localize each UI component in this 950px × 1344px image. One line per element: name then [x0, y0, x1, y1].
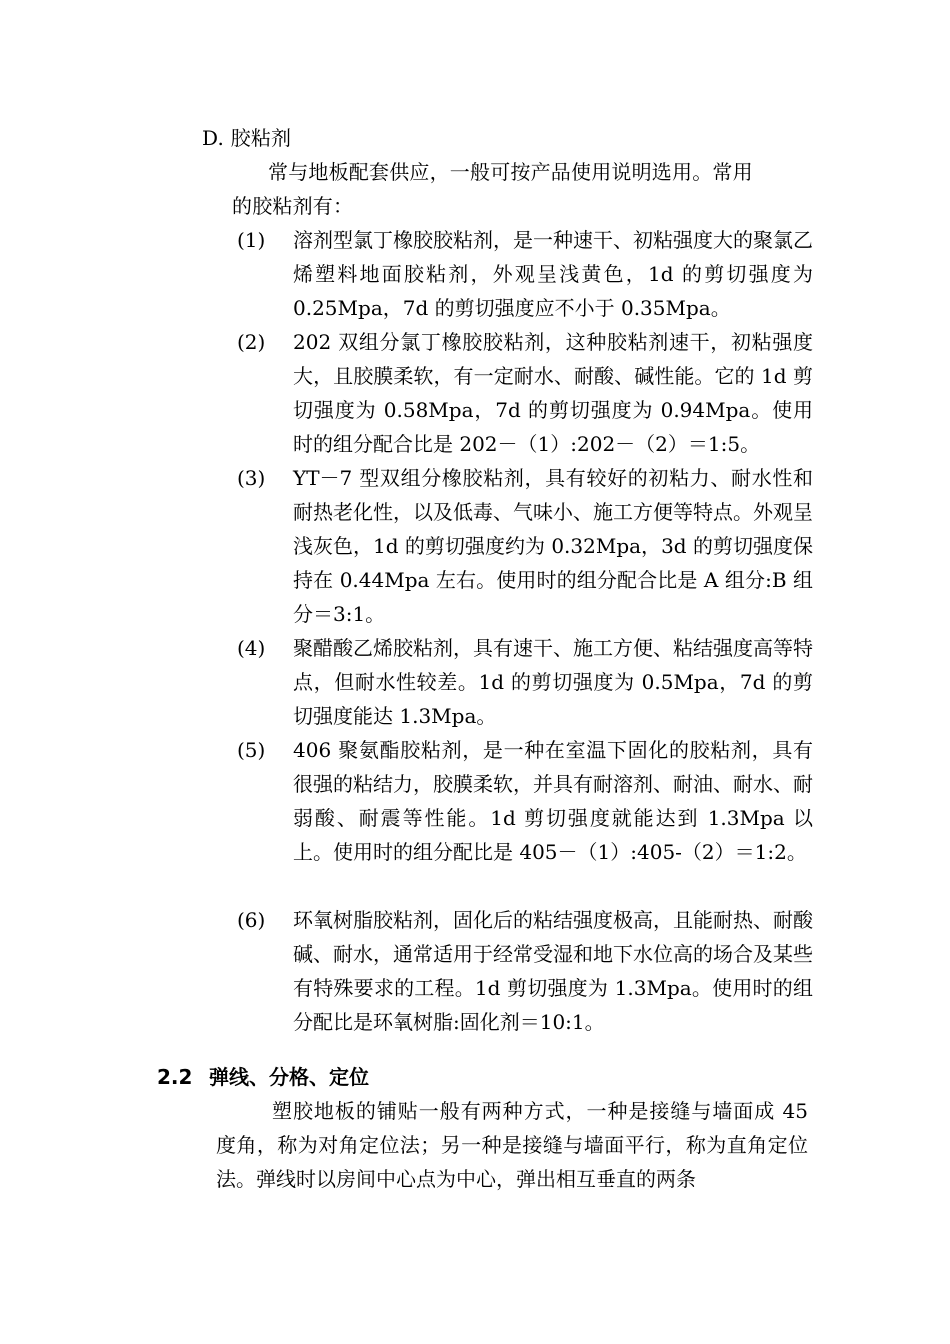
section-title: 弹线、分格、定位 — [209, 1065, 369, 1089]
list-item-number: (6) — [237, 908, 266, 932]
list-item-text: YT－7 型双组分橡胶粘剂，具有较好的初粘力、耐水性和耐热老化性，以及低毒、气味小、施工方便等特点。外观呈浅灰色，1d 的剪切强度约为 0.32Mpa，3d 的剪切强度保持在 0.44Mpa 左右。使用时的组分配合比是 A 组分:B 组分＝3:1。 — [293, 466, 813, 626]
intro-line-1: 常与地板配套供应，一般可按产品使用说明选用。常用 — [268, 160, 753, 184]
list-item-text: 溶剂型氯丁橡胶胶粘剂，是一种速干、初粘强度大的聚氯乙烯塑料地面胶粘剂，外观呈浅黄色，1d 的剪切强度为 0.25Mpa，7d 的剪切强度应不小于 0.35Mpa。 — [293, 228, 813, 320]
list-item-number: (5) — [237, 738, 266, 762]
list-item-number: (1) — [237, 228, 266, 252]
section-number: 2.2 — [157, 1065, 193, 1089]
intro-line-2: 的胶粘剂有： — [232, 194, 354, 218]
list-item-number: (2) — [237, 330, 266, 354]
section-paragraph: 塑胶地板的铺贴一般有两种方式，一种是接缝与墙面成 45 度角，称为对角定位法；另一种是接缝与墙面平行，称为直角定位法。弹线时以房间中心点为中心，弹出相互垂直的两条 — [216, 1099, 808, 1191]
list-item-text: 环氧树脂胶粘剂，固化后的粘结强度极高，且能耐热、耐酸碱、耐水，通常适用于经常受湿和地下水位高的场合及某些有特殊要求的工程。1d 剪切强度为 1.3Mpa。使用时的组分配比是环氧树脂:固化剂＝10:1。 — [293, 908, 813, 1034]
list-item-text: 202 双组分氯丁橡胶胶粘剂，这种胶粘剂速干，初粘强度大，且胶膜柔软，有一定耐水、耐酸、碱性能。它的 1d 剪切强度为 0.58Mpa，7d 的剪切强度为 0.94Mpa。使用时的组分配合比是 202－（1）:202－（2）＝1:5。 — [293, 330, 813, 456]
sub-heading: D. 胶粘剂 — [202, 126, 292, 150]
list-item-text: 聚醋酸乙烯胶粘剂，具有速干、施工方便、粘结强度高等特点，但耐水性较差。1d 的剪切强度为 0.5Mpa，7d 的剪切强度能达 1.3Mpa。 — [293, 636, 813, 728]
list-item-text: 406 聚氨酯胶粘剂，是一种在室温下固化的胶粘剂，具有很强的粘结力，胶膜柔软，并具有耐溶剂、耐油、耐水、耐弱酸、耐震等性能。1d 剪切强度就能达到 1.3Mpa 以上。使用时的组分配比是 405－（1）:405-（2）＝1:2。 — [293, 738, 813, 864]
section-heading — [157, 1060, 369, 1094]
list-item-number: (4) — [237, 636, 266, 660]
list-item-number: (3) — [237, 466, 266, 490]
